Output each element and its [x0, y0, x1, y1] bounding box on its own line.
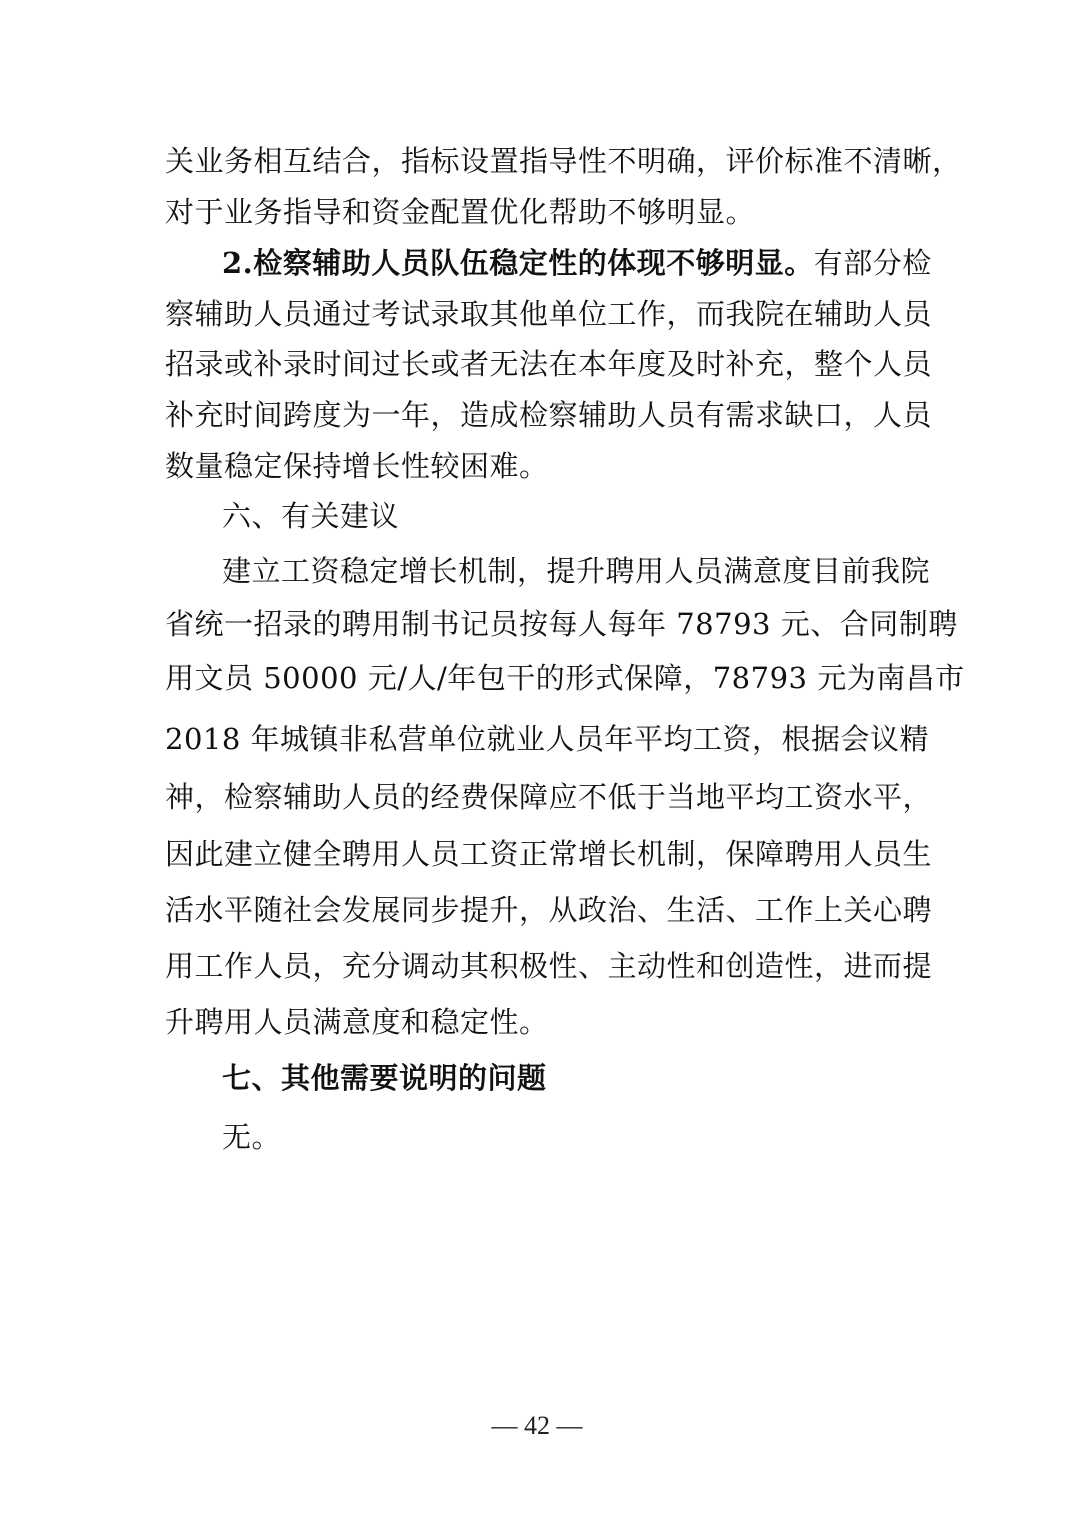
item2-heading: 2.检察辅助人员队伍稳定性的体现不够明显。	[222, 246, 814, 280]
body-line: 招录或补录时间过长或者无法在本年度及时补充，整个人员	[165, 347, 933, 381]
body-line: 关业务相互结合，指标设置指导性不明确，评价标准不清晰，	[165, 144, 962, 178]
body-line: 2018 年城镇非私营单位就业人员年平均工资，根据会议精	[165, 722, 930, 756]
body-line: 因此建立健全聘用人员工资正常增长机制，保障聘用人员生	[165, 837, 933, 871]
section7-body: 无。	[222, 1120, 282, 1154]
section7-heading: 七、其他需要说明的问题	[222, 1061, 547, 1095]
body-line: 升聘用人员满意度和稳定性。	[165, 1005, 549, 1039]
body-line: 省统一招录的聘用制书记员按每人每年 78793 元、合同制聘	[165, 607, 958, 641]
section6-heading: 六、有关建议	[222, 499, 400, 533]
item2-first-line	[222, 243, 932, 283]
body-line: 补充时间跨度为一年，造成检察辅助人员有需求缺口，人员	[165, 398, 933, 432]
body-line: 神，检察辅助人员的经费保障应不低于当地平均工资水平，	[165, 780, 933, 814]
body-line: 数量稳定保持增长性较困难。	[165, 449, 549, 483]
body-line: 建立工资稳定增长机制，提升聘用人员满意度目前我院	[222, 554, 931, 588]
item2-first-line-rest: 有部分检	[813, 246, 932, 280]
page-number: — 42 —	[491, 1411, 583, 1440]
body-line: 对于业务指导和资金配置优化帮助不够明显。	[165, 195, 756, 229]
body-line: 用工作人员，充分调动其积极性、主动性和创造性，进而提	[165, 949, 933, 983]
body-line: 活水平随社会发展同步提升，从政治、生活、工作上关心聘	[165, 893, 933, 927]
body-line: 用文员 50000 元/人/年包干的形式保障，78793 元为南昌市	[165, 661, 965, 695]
body-line: 察辅助人员通过考试录取其他单位工作，而我院在辅助人员	[165, 297, 933, 331]
